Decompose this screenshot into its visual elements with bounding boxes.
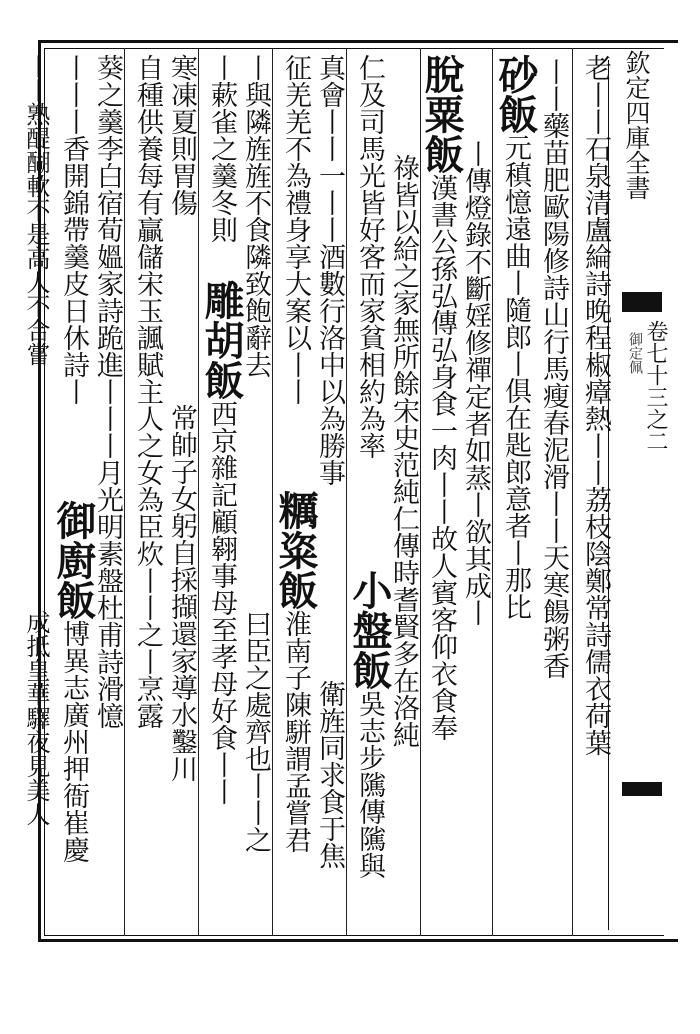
column-text: 丨蔌雀之羹冬則: [206, 54, 237, 243]
column-text: 仁及司馬光皆好客而家貧相約為率: [354, 54, 385, 459]
entry-heading-tuosu: 脫粟飯: [418, 54, 465, 174]
column-text: 真會丨丨一丨丨酒數行洛中以為勝事: [314, 54, 345, 486]
fishtail-mark: [622, 292, 662, 312]
column-rule: [420, 48, 421, 936]
sub-entry-text: 常帥子女躬自採擷還家導水鑿川: [166, 404, 197, 782]
entry-heading-yuchu: 御廚飯: [50, 500, 97, 620]
text-column-3: [492, 54, 539, 934]
column-text: 丨與隣旌旌不食隣致飽辭去: [240, 54, 271, 378]
column-text: 自種供養每有贏儲宋玉諷賦主人之女為臣炊丨丨之丨烹露: [132, 54, 163, 729]
column-rule: [492, 48, 493, 936]
sub-entry-text: 衛旌同求食于焦: [314, 680, 345, 869]
text-column-16: 丨丨熟醍醐軟不是高人不合嘗: [22, 54, 50, 366]
text-column-12: [164, 54, 198, 294]
column-text: 丨丨藥苗肥歐陽修詩山行馬瘦春泥滑丨丨天寒餳粥香: [538, 58, 569, 679]
entry-heading-xiaopan: 小盤飯: [346, 570, 393, 690]
text-column-5: [418, 54, 465, 934]
sub-entry-text: 吳志步隲傳隲與: [354, 690, 385, 879]
sub-entry-text: 曰臣之處齊也丨丨之: [240, 610, 271, 853]
sub-entry-yuchu-2: 成抵皇華驛夜見美人: [22, 610, 50, 826]
column-text: 寒凍夏則胃傷: [166, 54, 197, 216]
sub-entry-text: 西京雜記顧翱事母至孝母好食丨丨: [206, 400, 237, 805]
fishtail-mark-lower: [622, 782, 662, 796]
entry-diaohu-2: [164, 404, 198, 904]
column-text: 漢書公孫弘傳弘身食一肉丨丨故人賓客仰衣食奉: [426, 174, 457, 741]
column-rule: [572, 48, 573, 936]
text-column-15: [56, 54, 90, 494]
text-column-2: [536, 58, 570, 938]
column-rule: [198, 48, 199, 936]
sub-entry-text: 博異志廣州押衙崔慶: [58, 620, 89, 863]
text-column-8: [312, 54, 346, 554]
entry-xiaopan: [346, 570, 393, 879]
entry-heading-diaohu: 雕胡飯: [198, 280, 245, 400]
volume-label: 卷七十三之二: [643, 320, 668, 452]
entry-lice: [272, 490, 319, 870]
text-column-11: [204, 54, 238, 294]
column-rule: [124, 48, 125, 936]
column-text: 元稹憶遠曲丨隨郎丨俱在匙郎意者丨那比: [500, 134, 531, 620]
entry-lice-2: [238, 610, 272, 890]
entry-heading-lice: 糲粢飯: [272, 490, 319, 610]
entry-yuchu: [50, 500, 97, 930]
text-column-9: [278, 54, 312, 474]
column-text: 丨丨丨香開錦帶羹皮日休詩丨: [58, 54, 89, 405]
column-rule: [346, 48, 347, 936]
text-column-13: [130, 54, 164, 934]
text-column-10: [238, 54, 272, 474]
column-text: 丨傳燈錄不斷婬修禪定者如蒸丨欲其成丨: [460, 140, 491, 626]
column-text: 丨丨石泉清盧綸詩晚程椒瘴熱丨丨荔枝陰鄭常詩儒衣荷葉: [580, 81, 611, 756]
text-column-14: [90, 54, 124, 934]
entry-heading-shafan: 砂飯: [492, 54, 539, 134]
text-column-4: [458, 140, 492, 1020]
column-text: 祿皆以給之家無所餘宋史范純仁傳時耆賢多在洛純: [388, 154, 419, 748]
volume-side-text: 御定佩: [627, 332, 643, 374]
entry-xiaopan-2: [312, 680, 346, 940]
column-text: 葵之羹李白宿荀媼家詩跪進丨丨丨月光明素盤杜甫詩滑憶: [92, 54, 123, 729]
text-column-7: [352, 54, 386, 554]
entry-diaohu: [198, 280, 245, 900]
column-text: 征羌羌不為禮身享大案以丨丨: [280, 54, 311, 405]
text-column-1: [578, 54, 612, 934]
book-title: 欽定四庫全書: [622, 50, 651, 200]
column-lead: 老: [580, 54, 611, 81]
sub-entry-text: 淮南子陳駢謂孟嘗君: [280, 610, 311, 853]
